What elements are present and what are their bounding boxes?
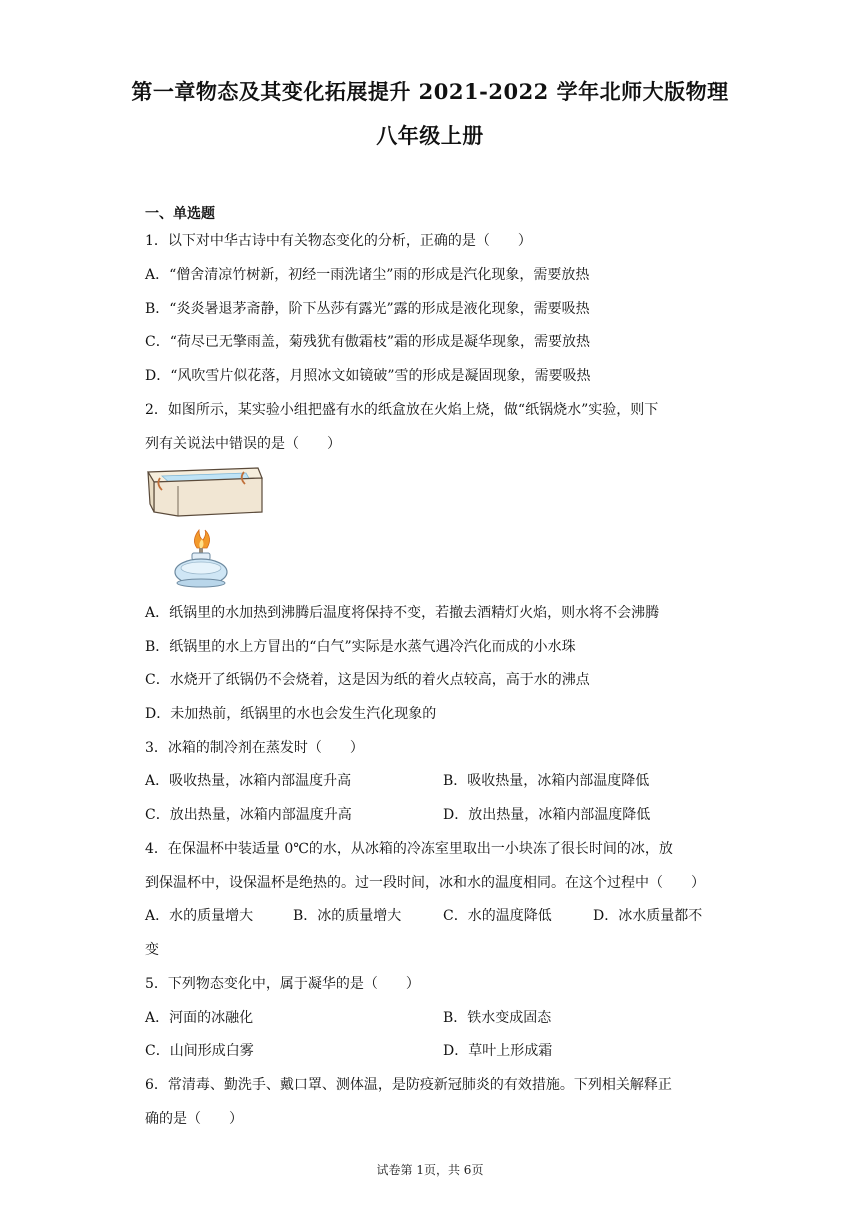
q4-option-b: B．冰的质量增大	[293, 908, 402, 924]
document-title-line-1: 第一章物态及其变化拓展提升 2021-2022 学年北师大版物理	[131, 79, 729, 104]
q1-option-b: B．“炎炎暑退茅斋静，阶下丛莎有露光”露的形成是液化现象，需要吸热	[145, 301, 590, 317]
q3-option-d: D．放出热量，冰箱内部温度降低	[443, 807, 651, 823]
q3-option-c: C．放出热量，冰箱内部温度升高	[145, 807, 352, 823]
q2-stem-line-1: 2．如图所示，某实验小组把盛有水的纸盒放在火焰上烧，做“纸锅烧水”实验，则下	[145, 402, 659, 418]
q2-stem-line-2: 列有关说法中错误的是（ ）	[145, 436, 341, 452]
q5-option-a: A．河面的冰融化	[145, 1010, 254, 1026]
q1-option-d: D．“风吹雪片似花落，月照冰文如镜破”雪的形成是凝固现象，需要吸热	[145, 368, 591, 384]
q4-option-d-continued: 变	[145, 942, 159, 958]
document-title-line-2: 八年级上册	[376, 123, 484, 148]
q3-stem: 3．冰箱的制冷剂在蒸发时（ ）	[145, 740, 364, 756]
q5-option-c: C．山间形成白雾	[145, 1043, 254, 1059]
page-footer: 试卷第 1页，共 6页	[376, 1163, 484, 1177]
q3-option-a: A．吸收热量，冰箱内部温度升高	[145, 773, 352, 789]
q4-option-a: A．水的质量增大	[145, 908, 254, 924]
q1-stem: 1．以下对中华古诗中有关物态变化的分析，正确的是（ ）	[145, 233, 532, 249]
q5-option-b: B．铁水变成固态	[443, 1010, 552, 1026]
q4-stem-line-1: 4．在保温杯中装适量 0℃的水，从冰箱的冷冻室里取出一小块冻了很长时间的冰，放	[145, 841, 673, 857]
q2-option-b: B．纸锅里的水上方冒出的“白气”实际是水蒸气遇冷汽化而成的小水珠	[145, 639, 576, 655]
section-heading: 一、单选题	[145, 206, 215, 222]
q1-option-c: C．“荷尽已无擎雨盖，菊残犹有傲霜枝”霜的形成是凝华现象，需要放热	[145, 334, 591, 350]
q4-option-d: D．冰水质量都不	[593, 908, 703, 924]
q6-stem-line-2: 确的是（ ）	[145, 1111, 243, 1127]
q2-option-d: D．未加热前，纸锅里的水也会发生汽化现象的	[145, 706, 437, 722]
q4-stem-line-2: 到保温杯中，设保温杯是绝热的。过一段时间，冰和水的温度相同。在这个过程中（ ）	[145, 875, 705, 891]
q5-stem: 5．下列物态变化中，属于凝华的是（ ）	[145, 976, 420, 992]
q2-option-c: C．水烧开了纸锅仍不会烧着，这是因为纸的着火点较高，高于水的沸点	[145, 672, 590, 688]
paper-pot-boiling-figure	[140, 464, 270, 590]
q6-stem-line-1: 6．常清毒、勤洗手、戴口罩、测体温，是防疫新冠肺炎的有效措施。下列相关解释正	[145, 1077, 672, 1093]
q5-option-d: D．草叶上形成霜	[443, 1043, 553, 1059]
q1-option-a: A．“僧舍清凉竹树新，初经一雨洗诸尘”雨的形成是汽化现象，需要放热	[145, 267, 590, 283]
q3-option-b: B．吸收热量，冰箱内部温度降低	[443, 773, 650, 789]
q4-option-c: C．水的温度降低	[443, 908, 552, 924]
q2-option-a: A．纸锅里的水加热到沸腾后温度将保持不变，若撤去酒精灯火焰，则水将不会沸腾	[145, 605, 660, 621]
